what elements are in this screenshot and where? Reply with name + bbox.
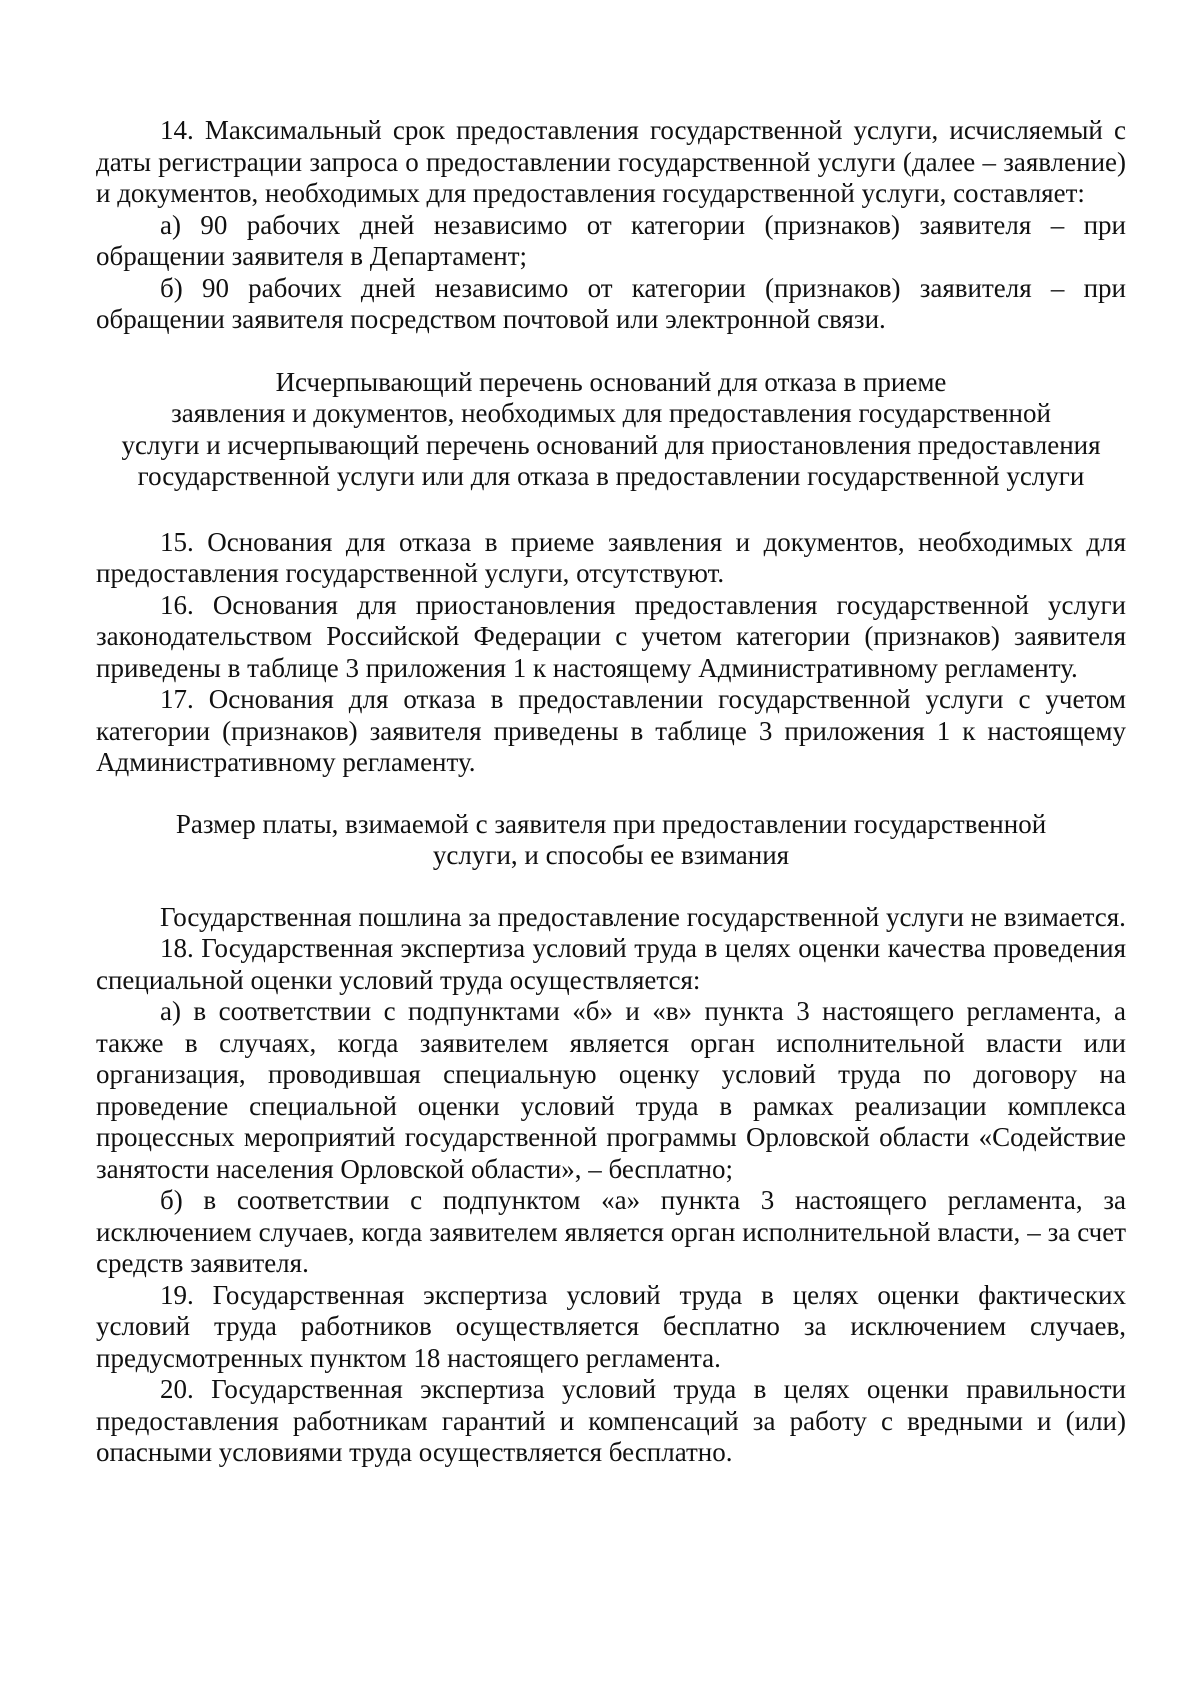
paragraph-20: 20. Государственная экспертиза условий труда в целях оценки правильности предоставления работникам гарантий и компенсаций за работу с вредными и (или) опасными условиями труда осуществляется бесплатно. <box>96 1374 1126 1467</box>
heading-line: Исчерпывающий перечень оснований для отказа в приеме <box>275 366 947 397</box>
heading-line: Размер платы, взимаемой с заявителя при предоставлении государственной <box>175 808 1047 839</box>
spacer <box>96 493 1126 527</box>
heading-line: государственной услуги или для отказа в предоставлении государственной услуги <box>137 461 1085 491</box>
heading-line: услуги и исчерпывающий перечень оснований для приостановления предоставления <box>121 429 1101 460</box>
paragraph-18-a: а) в соответствии с подпунктами «б» и «в» пункта 3 настоящего регламента, а также в случаях, когда заявителем является орган исполнительной власти или организация, проводившая специальную оценку условий труда по договору на проведение специальной оценки условий труда в рамках реализации комплекса процессных мероприятий государственной программы Орловской области «Содействие занятости населения Орловской области», – бесплатно; <box>96 996 1126 1184</box>
paragraph-14-b: б) 90 рабочих дней независимо от категории (признаков) заявителя – при обращении заявителя посредством почтовой или электронной связи. <box>96 272 1126 334</box>
paragraph-state-fee: Государственная пошлина за предоставление государственной услуги не взимается. <box>160 901 1126 932</box>
paragraph-18: 18. Государственная экспертиза условий труда в целях оценки качества проведения специальной оценки условий труда осуществляется: <box>96 933 1126 995</box>
heading-line: заявления и документов, необходимых для предоставления государственной <box>171 398 1051 428</box>
spacer <box>96 336 1126 367</box>
paragraph-14-a: а) 90 рабочих дней независимо от категории (признаков) заявителя – при обращении заявителя в Департамент; <box>96 209 1126 271</box>
paragraph-18-b: б) в соответствии с подпунктом «а» пункта 3 настоящего регламента, за исключением случаев, когда заявителем является орган исполнительной власти, – за счет средств заявителя. <box>96 1185 1126 1278</box>
document-body <box>96 115 1126 1469</box>
paragraph-15: 15. Основания для отказа в приеме заявления и документов, необходимых для предоставления государственной услуги, отсутствуют. <box>96 526 1126 588</box>
spacer <box>96 872 1126 902</box>
paragraph-17: 17. Основания для отказа в предоставлении государственной услуги с учетом категории (признаков) заявителя приведены в таблице 3 приложения 1 к настоящему Административному регламенту. <box>96 684 1126 777</box>
paragraph-19: 19. Государственная экспертиза условий труда в целях оценки фактических условий труда работников осуществляется бесплатно за исключением случаев, предусмотренных пунктом 18 настоящего регламента. <box>96 1279 1126 1373</box>
spacer <box>96 779 1126 809</box>
paragraph-16: 16. Основания для приостановления предоставления государственной услуги законодательством Российской Федерации с учетом категории (признаков) заявителя приведены в таблице 3 приложения 1 к настоящему Административному регламенту. <box>96 589 1126 683</box>
section-heading-refusal-grounds <box>96 367 1126 493</box>
heading-line: услуги, и способы ее взимания <box>432 840 790 870</box>
paragraph-14: 14. Максимальный срок предоставления государственной услуги, исчисляемый с даты регистрации запроса о предоставлении государственной услуги (далее – заявление) и документов, необходимых для предоставления государственной услуги, составляет: <box>96 115 1126 208</box>
section-heading-fees <box>96 809 1126 872</box>
